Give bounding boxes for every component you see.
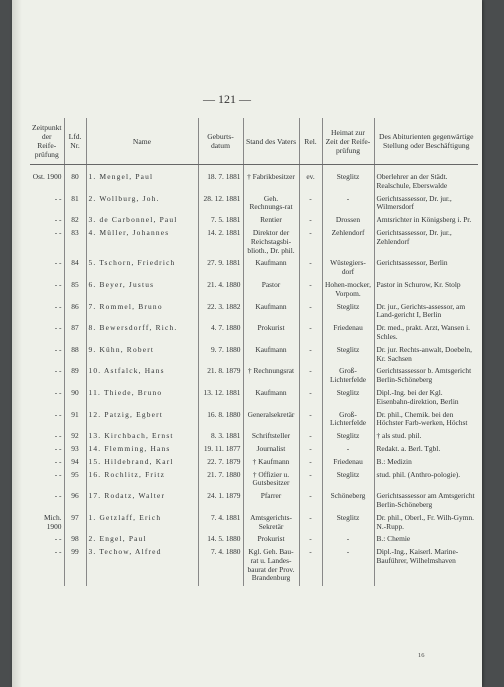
cell-geburtsdatum: 18. 7. 1881	[198, 165, 243, 194]
cell-lfd-nr: 85	[64, 280, 86, 302]
cell-stellung: B.: Chemie	[376, 534, 411, 544]
cell-religion: -	[299, 258, 322, 280]
cell-name: 3. Techow, Alfred	[86, 547, 198, 586]
cell-stellung: Dr. jur., Gerichts-assessor, am Land-gericht I, Berlin	[376, 301, 466, 320]
page-gutter	[12, 0, 22, 687]
cell-religion: -	[299, 228, 322, 258]
cell-zeitpunkt: - -	[30, 366, 64, 388]
cell-stellung: Gerichtsassessor am Amtsgericht Berlin-Schöneberg	[376, 491, 475, 509]
cell-zeitpunkt: - -	[30, 280, 64, 302]
cell-stellung: Dr. jur. Rechts-anwalt, Doebeln, Kr. Sachsen	[376, 344, 472, 363]
cell-stand-des-vaters: Pastor	[243, 280, 299, 302]
cell-zeitpunkt: - -	[30, 457, 64, 470]
cell-name: 2. Engel, Paul	[86, 534, 198, 547]
cell-religion: -	[299, 431, 322, 444]
cell-zeitpunkt: - -	[30, 470, 64, 492]
table-header-row	[30, 118, 478, 165]
cell-lfd-nr: 92	[64, 431, 86, 444]
table-row	[30, 228, 478, 258]
table-row	[30, 431, 478, 444]
cell-geburtsdatum: 14. 5. 1880	[198, 534, 243, 547]
cell-geburtsdatum: 19. 11. 1877	[198, 444, 243, 457]
cell-geburtsdatum: 7. 4. 1880	[198, 547, 243, 586]
cell-geburtsdatum: 28. 12. 1881	[198, 194, 243, 216]
cell-name: 17. Rodatz, Walter	[86, 491, 198, 513]
cell-stellung: Dipl.-Ing. bei der Kgl. Eisenbahn-direktion, Berlin	[376, 387, 459, 406]
cell-religion: -	[299, 534, 322, 547]
cell-zeitpunkt: - -	[30, 194, 64, 216]
cell-heimat: Steglitz	[322, 388, 374, 410]
cell-stand-des-vaters: Direktor der Reichstagsbi-blioth., Dr. phil.	[243, 228, 299, 258]
cell-religion: -	[299, 366, 322, 388]
cell-lfd-nr: 82	[64, 215, 86, 228]
cell-stand-des-vaters: Kaufmann	[243, 258, 299, 280]
cell-religion: -	[299, 513, 322, 535]
cell-name: 16. Rochlitz, Fritz	[86, 470, 198, 492]
cell-geburtsdatum: 21. 4. 1880	[198, 280, 243, 302]
cell-stellung: Oberlehrer an der Städt. Realschule, Eberswalde	[376, 172, 448, 190]
cell-stand-des-vaters: Pfarrer	[243, 491, 299, 513]
table-row	[30, 444, 478, 457]
page-number: — 121 —	[203, 92, 251, 106]
cell-heimat: Steglitz	[322, 470, 374, 492]
cell-geburtsdatum: 4. 7. 1880	[198, 323, 243, 345]
cell-heimat: Wüstegiers-dorf	[322, 258, 374, 280]
cell-geburtsdatum: 21. 7. 1880	[198, 470, 243, 492]
cell-heimat: Steglitz	[322, 431, 374, 444]
cell-stand-des-vaters: Kaufmann	[243, 345, 299, 367]
cell-heimat: -	[322, 534, 374, 547]
cell-stellung: stud. phil. (Anthro-pologie).	[376, 469, 461, 479]
cell-stand-des-vaters: Prokurist	[243, 323, 299, 345]
cell-geburtsdatum: 22. 3. 1882	[198, 302, 243, 324]
header-stellung: Des Abiturienten gegenwärtige Stellung oder Beschäftigung	[374, 118, 478, 165]
cell-zeitpunkt: - -	[30, 258, 64, 280]
cell-stellung: B.: Medizin	[376, 456, 412, 466]
cell-heimat: Friedenau	[322, 323, 374, 345]
cell-zeitpunkt: - -	[30, 534, 64, 547]
cell-heimat: -	[322, 547, 374, 586]
cell-zeitpunkt: - -	[30, 302, 64, 324]
cell-name: 4. Müller, Johannes	[86, 228, 198, 258]
cell-religion: -	[299, 194, 322, 216]
cell-heimat: Hohen-mocker, Vorpom.	[322, 280, 374, 302]
cell-stellung: Dipl.-Ing., Kaiserl. Marine-Bauführer, Wilhelmshaven	[376, 547, 459, 565]
cell-religion: -	[299, 323, 322, 345]
table-row	[30, 366, 478, 388]
cell-zeitpunkt: - -	[30, 323, 64, 345]
cell-zeitpunkt: Ost. 1900	[30, 165, 64, 194]
cell-stand-des-vaters: † Rechnungsrat	[243, 366, 299, 388]
cell-zeitpunkt: - -	[30, 215, 64, 228]
cell-religion: -	[299, 491, 322, 513]
table-row	[30, 302, 478, 324]
cell-stand-des-vaters: Geh. Rechnungs-rat	[243, 194, 299, 216]
header-geburtsdatum: Geburts-datum	[198, 118, 243, 165]
footer-signature-mark: 16	[418, 652, 425, 659]
cell-heimat: Steglitz	[322, 302, 374, 324]
cell-stellung: Gerichtsassessor, Berlin	[376, 258, 448, 268]
table-row	[30, 258, 478, 280]
cell-stellung: Gerichtsassessor, Dr. jur., Zehlendorf	[376, 227, 452, 246]
cell-zeitpunkt: - -	[30, 431, 64, 444]
table-row	[30, 388, 478, 410]
cell-name: 9. Kühn, Robert	[86, 345, 198, 367]
cell-zeitpunkt: - -	[30, 345, 64, 367]
cell-heimat: Steglitz	[322, 513, 374, 535]
cell-geburtsdatum: 24. 1. 1879	[198, 491, 243, 513]
cell-stellung: Gerichtsassessor, Dr. jur., Wilmersdorf	[376, 193, 452, 212]
cell-heimat: -	[322, 194, 374, 216]
cell-name: 12. Patzig, Egbert	[86, 410, 198, 432]
cell-zeitpunkt: Mich. 1900	[30, 513, 64, 535]
cell-stand-des-vaters: Kaufmann	[243, 302, 299, 324]
cell-name: 10. Astfalck, Hans	[86, 366, 198, 388]
cell-geburtsdatum: 7. 4. 1881	[198, 513, 243, 535]
cell-name: 8. Bewersdorff, Rich.	[86, 323, 198, 345]
table-row	[30, 513, 478, 535]
cell-religion: -	[299, 470, 322, 492]
cell-stellung: Gerichtsassessor b. Amtsgericht Berlin-Schöneberg	[376, 366, 472, 385]
cell-lfd-nr: 99	[64, 547, 86, 586]
cell-lfd-nr: 91	[64, 410, 86, 432]
cell-lfd-nr: 94	[64, 457, 86, 470]
cell-name: 6. Beyer, Justus	[86, 280, 198, 302]
cell-religion: ev.	[299, 165, 322, 194]
cell-heimat: Steglitz	[322, 345, 374, 367]
cell-name: 2. Wollburg, Joh.	[86, 194, 198, 216]
cell-stand-des-vaters: Rentier	[243, 215, 299, 228]
table-row	[30, 345, 478, 367]
header-stand-des-vaters: Stand des Vaters	[243, 118, 299, 165]
cell-heimat: Groß-Lichterfelde	[322, 410, 374, 432]
cell-geburtsdatum: 21. 8. 1879	[198, 366, 243, 388]
cell-zeitpunkt: - -	[30, 228, 64, 258]
cell-name: 5. Tschorn, Friedrich	[86, 258, 198, 280]
cell-stellung: Redakt. a. Berl. Tgbl.	[376, 443, 441, 453]
table-row	[30, 457, 478, 470]
cell-lfd-nr: 87	[64, 323, 86, 345]
cell-name: 1. Getzlaff, Erich	[86, 513, 198, 535]
cell-stand-des-vaters: Prokurist	[243, 534, 299, 547]
cell-religion: -	[299, 547, 322, 586]
table-row	[30, 470, 478, 492]
cell-religion: -	[299, 388, 322, 410]
header-zeitpunkt: Zeitpunkt der Reife-prüfung	[30, 118, 64, 165]
cell-religion: -	[299, 444, 322, 457]
cell-geburtsdatum: 27. 9. 1881	[198, 258, 243, 280]
graduates-table	[30, 118, 478, 586]
cell-stellung: † als stud. phil.	[376, 431, 422, 441]
cell-zeitpunkt: - -	[30, 547, 64, 586]
table-row	[30, 547, 478, 586]
cell-name: 14. Flemming, Hans	[86, 444, 198, 457]
cell-heimat: -	[322, 444, 374, 457]
cell-geburtsdatum: 13. 12. 1881	[198, 388, 243, 410]
cell-name: 11. Thiede, Bruno	[86, 388, 198, 410]
table-row	[30, 194, 478, 216]
table-row	[30, 534, 478, 547]
cell-stand-des-vaters: † Kaufmann	[243, 457, 299, 470]
cell-geburtsdatum: 16. 8. 1880	[198, 410, 243, 432]
cell-religion: -	[299, 410, 322, 432]
cell-religion: -	[299, 302, 322, 324]
cell-religion: -	[299, 457, 322, 470]
cell-zeitpunkt: - -	[30, 410, 64, 432]
table-row	[30, 491, 478, 513]
cell-name: 1. Mengel, Paul	[86, 165, 198, 194]
cell-lfd-nr: 96	[64, 491, 86, 513]
header-heimat: Heimat zur Zeit der Reife-prüfung	[322, 118, 374, 165]
cell-stand-des-vaters: Schriftsteller	[243, 431, 299, 444]
cell-heimat: Steglitz	[322, 165, 374, 194]
cell-lfd-nr: 80	[64, 165, 86, 194]
cell-stellung: Dr. phil., Oberl., Fr. Wilh-Gymn. N.-Rupp.	[376, 512, 474, 531]
cell-lfd-nr: 86	[64, 302, 86, 324]
header-lfd-nr: Lfd. Nr.	[64, 118, 86, 165]
header-name: Name	[86, 118, 198, 165]
cell-lfd-nr: 97	[64, 513, 86, 535]
cell-lfd-nr: 88	[64, 345, 86, 367]
cell-heimat: Drossen	[322, 215, 374, 228]
cell-geburtsdatum: 9. 7. 1880	[198, 345, 243, 367]
cell-heimat: Zehlendorf	[322, 228, 374, 258]
cell-religion: -	[299, 280, 322, 302]
cell-stellung: Pastor in Schurow, Kr. Stolp	[376, 279, 461, 289]
cell-stand-des-vaters: † Offizier u. Gutsbesitzer	[243, 470, 299, 492]
cell-lfd-nr: 90	[64, 388, 86, 410]
cell-religion: -	[299, 215, 322, 228]
cell-heimat: Groß-Lichterfelde	[322, 366, 374, 388]
cell-lfd-nr: 93	[64, 444, 86, 457]
cell-stand-des-vaters: Kaufmann	[243, 388, 299, 410]
cell-stellung: Amtsrichter in Königsberg i. Pr.	[376, 215, 472, 225]
cell-stand-des-vaters: † Fabrikbesitzer	[243, 165, 299, 194]
cell-lfd-nr: 83	[64, 228, 86, 258]
cell-lfd-nr: 84	[64, 258, 86, 280]
table-row	[30, 280, 478, 302]
cell-zeitpunkt: - -	[30, 444, 64, 457]
table-row	[30, 410, 478, 432]
cell-heimat: Friedenau	[322, 457, 374, 470]
header-religion: Rel.	[299, 118, 322, 165]
cell-geburtsdatum: 14. 2. 1881	[198, 228, 243, 258]
cell-geburtsdatum: 22. 7. 1879	[198, 457, 243, 470]
cell-zeitpunkt: - -	[30, 491, 64, 513]
cell-lfd-nr: 89	[64, 366, 86, 388]
cell-stellung: Dr. phil., Chemik. bei den Höchster Farb-werken, Höchst	[376, 409, 468, 428]
cell-lfd-nr: 95	[64, 470, 86, 492]
cell-religion: -	[299, 345, 322, 367]
cell-stand-des-vaters: Generalsekretär	[243, 410, 299, 432]
cell-name: 7. Rommel, Bruno	[86, 302, 198, 324]
cell-geburtsdatum: 7. 5. 1881	[198, 215, 243, 228]
cell-name: 15. Hildebrand, Karl	[86, 457, 198, 470]
table-row	[30, 323, 478, 345]
table-row	[30, 215, 478, 228]
cell-zeitpunkt: - -	[30, 388, 64, 410]
cell-stand-des-vaters: Kgl. Geh. Bau-rat u. Landes-baurat der Prov. Brandenburg	[243, 547, 299, 586]
cell-name: 3. de Carbonnel, Paul	[86, 215, 198, 228]
cell-geburtsdatum: 8. 3. 1881	[198, 431, 243, 444]
table-row	[30, 165, 478, 194]
cell-name: 13. Kirchbach, Ernst	[86, 431, 198, 444]
cell-stand-des-vaters: Journalist	[243, 444, 299, 457]
cell-stellung: Dr. med., prakt. Arzt, Wansen i. Schles.	[376, 323, 470, 341]
cell-lfd-nr: 98	[64, 534, 86, 547]
cell-stand-des-vaters: Amtsgerichts-Sekretär	[243, 513, 299, 535]
cell-lfd-nr: 81	[64, 194, 86, 216]
cell-heimat: Schöneberg	[322, 491, 374, 513]
